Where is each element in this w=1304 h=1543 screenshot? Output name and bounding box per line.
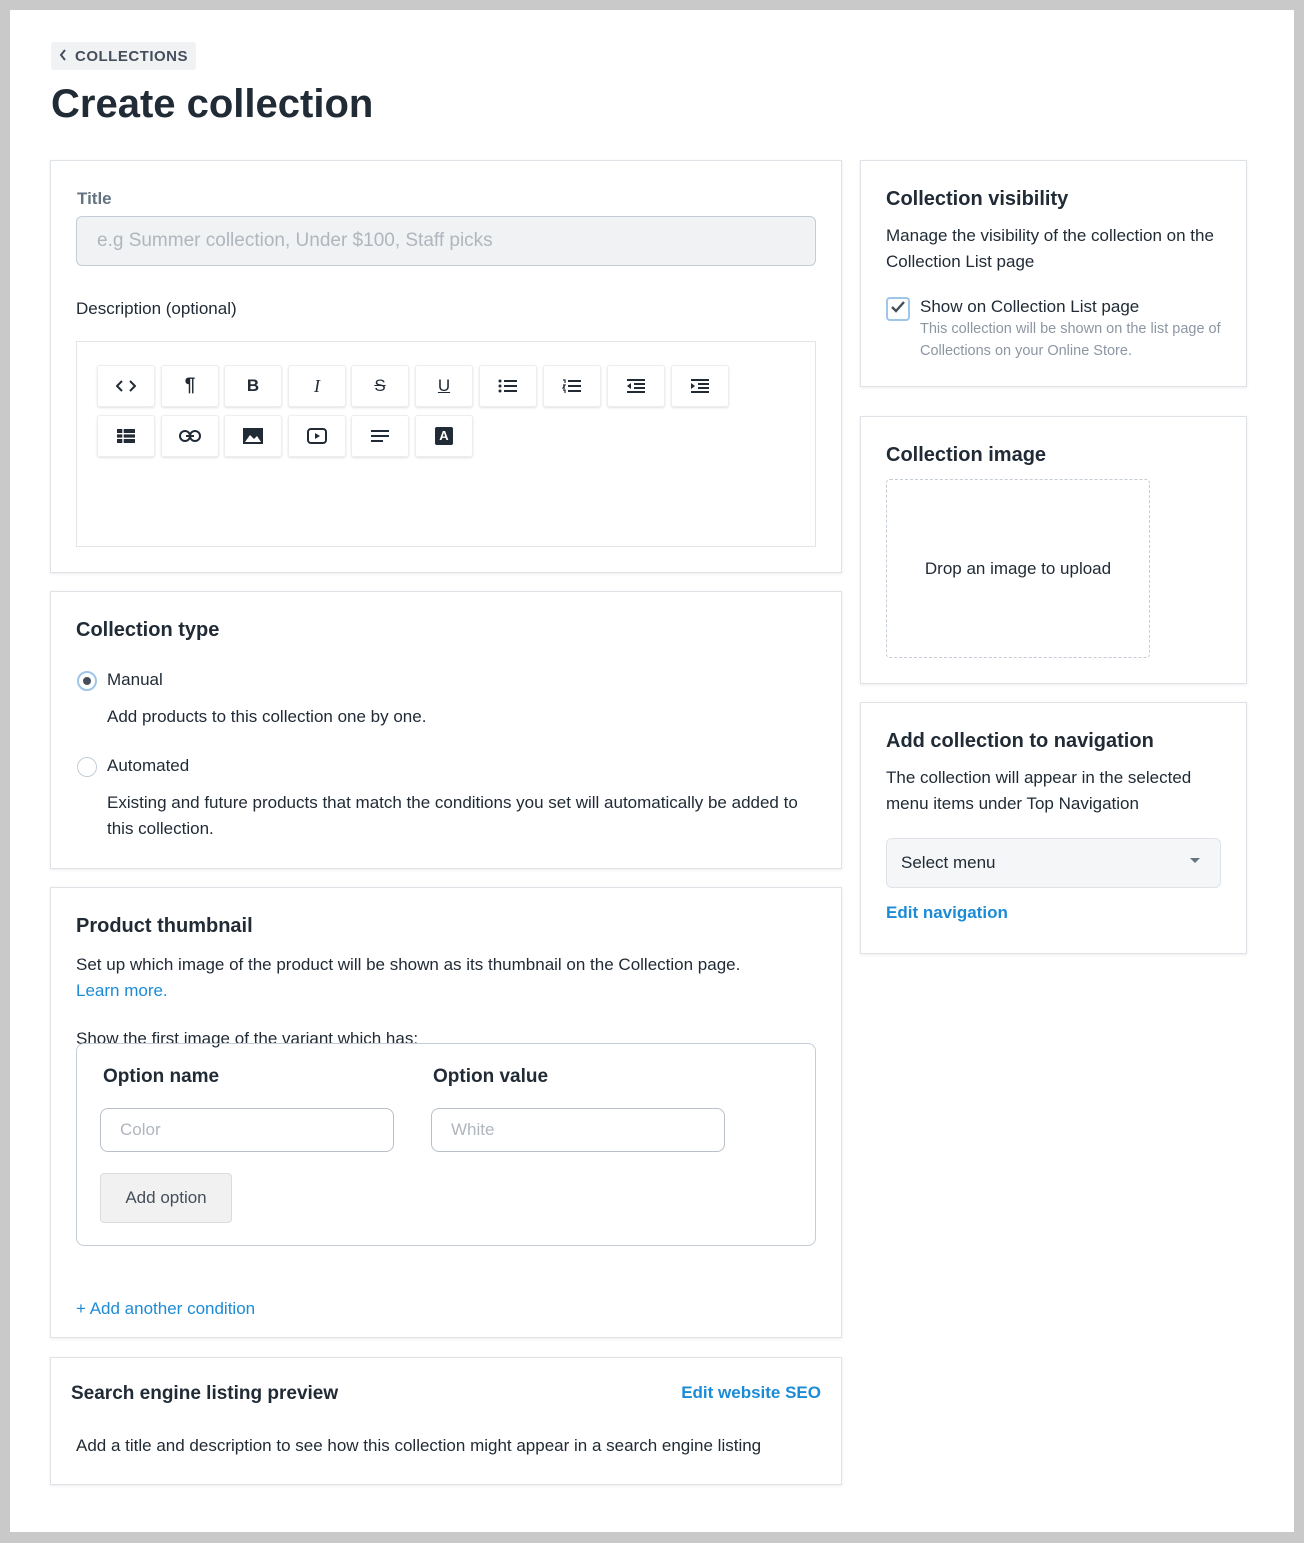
caret-down-icon bbox=[1190, 858, 1200, 863]
manual-description: Add products to this collection one by one. bbox=[107, 707, 427, 726]
product-thumbnail-description bbox=[76, 952, 816, 1004]
seo-description: Add a title and description to see how this collection might appear in a search engine listing bbox=[76, 1436, 762, 1455]
option-value-label: Option value bbox=[433, 1066, 549, 1087]
link-button[interactable] bbox=[161, 415, 219, 457]
menu-select[interactable] bbox=[886, 838, 1221, 888]
outdent-button[interactable] bbox=[607, 365, 665, 407]
automated-radio[interactable] bbox=[77, 757, 97, 777]
indent-button[interactable] bbox=[671, 365, 729, 407]
bold-button[interactable] bbox=[224, 365, 282, 407]
product-thumbnail-card bbox=[50, 887, 842, 1338]
automated-description: Existing and future products that match the conditions you set will automatically be added to this collection. bbox=[107, 793, 798, 838]
table-icon bbox=[117, 429, 135, 443]
bullet-list-button[interactable] bbox=[479, 365, 537, 407]
navigation-card bbox=[860, 702, 1247, 954]
bullet-list-icon bbox=[498, 379, 518, 393]
collection-type-card bbox=[50, 591, 842, 869]
thumbnail-description-text: Set up which image of the product will be shown as its thumbnail on the Collection page. bbox=[76, 955, 741, 974]
visibility-description: Manage the visibility of the collection on the Collection List page bbox=[886, 226, 1214, 271]
seo-card bbox=[50, 1357, 842, 1485]
page bbox=[10, 10, 1294, 1532]
outdent-icon bbox=[626, 379, 646, 393]
manual-label[interactable]: Manual bbox=[107, 670, 163, 689]
navigation-description: The collection will appear in the selected menu items under Top Navigation bbox=[886, 768, 1192, 813]
option-value-input[interactable] bbox=[431, 1108, 725, 1152]
automated-label[interactable]: Automated bbox=[107, 756, 190, 775]
paragraph-button[interactable] bbox=[161, 365, 219, 407]
chevron-left-icon bbox=[59, 48, 67, 65]
visibility-card bbox=[860, 160, 1247, 387]
option-name-label: Option name bbox=[103, 1066, 220, 1087]
show-on-list-label[interactable]: Show on Collection List page bbox=[920, 297, 1140, 316]
breadcrumb[interactable] bbox=[51, 42, 196, 70]
option-name-input[interactable] bbox=[100, 1108, 394, 1152]
video-button[interactable] bbox=[288, 415, 346, 457]
add-option-button[interactable]: Add option bbox=[100, 1173, 232, 1223]
collection-image-card bbox=[860, 416, 1247, 684]
option-condition-box bbox=[76, 1043, 816, 1246]
table-button[interactable] bbox=[97, 415, 155, 457]
italic-button[interactable] bbox=[288, 365, 346, 407]
show-on-list-checkbox[interactable] bbox=[886, 297, 910, 321]
edit-seo-link[interactable]: Edit website SEO bbox=[681, 1383, 821, 1402]
numbered-list-icon bbox=[562, 379, 582, 393]
text-color-icon: A bbox=[435, 427, 453, 445]
italic-icon: I bbox=[314, 375, 320, 396]
title-card bbox=[50, 160, 842, 573]
align-button[interactable] bbox=[351, 415, 409, 457]
code-view-button[interactable] bbox=[97, 365, 155, 407]
image-icon bbox=[243, 428, 263, 444]
menu-select-value: Select menu bbox=[901, 853, 996, 872]
strikethrough-icon: S bbox=[374, 376, 386, 395]
edit-navigation-link[interactable]: Edit navigation bbox=[886, 903, 1008, 922]
navigation-title: Add collection to navigation bbox=[886, 730, 1154, 752]
collection-type-title: Collection type bbox=[76, 619, 220, 641]
manual-radio[interactable] bbox=[77, 671, 97, 691]
checkmark-icon bbox=[890, 300, 906, 319]
underline-button[interactable] bbox=[415, 365, 473, 407]
image-button[interactable] bbox=[224, 415, 282, 457]
text-color-button[interactable] bbox=[415, 415, 473, 457]
title-input[interactable] bbox=[76, 216, 816, 266]
indent-icon bbox=[690, 379, 710, 393]
show-on-list-help: This collection will be shown on the list page of Collections on your Online Store. bbox=[920, 321, 1221, 359]
align-icon bbox=[370, 429, 390, 443]
paragraph-icon: ¶ bbox=[184, 375, 196, 396]
code-view-icon bbox=[116, 379, 136, 393]
add-condition-link[interactable]: + Add another condition bbox=[76, 1299, 256, 1318]
variant-label: Show the first image of the variant which has: bbox=[76, 1029, 419, 1048]
collection-image-title: Collection image bbox=[886, 444, 1047, 466]
product-thumbnail-title: Product thumbnail bbox=[76, 915, 253, 937]
video-icon bbox=[307, 428, 327, 444]
seo-title: Search engine listing preview bbox=[71, 1383, 339, 1404]
learn-more-link[interactable]: Learn more. bbox=[76, 981, 168, 1000]
dropzone-text: Drop an image to upload bbox=[924, 558, 1112, 578]
link-icon bbox=[179, 430, 201, 442]
image-dropzone[interactable] bbox=[886, 479, 1150, 658]
breadcrumb-label: COLLECTIONS bbox=[75, 47, 188, 65]
description-label: Description (optional) bbox=[76, 299, 237, 318]
page-title: Create collection bbox=[51, 82, 374, 126]
numbered-list-button[interactable] bbox=[543, 365, 601, 407]
description-editor[interactable] bbox=[76, 341, 816, 547]
strikethrough-button[interactable] bbox=[351, 365, 409, 407]
bold-icon: B bbox=[246, 376, 260, 395]
visibility-title: Collection visibility bbox=[886, 188, 1069, 210]
title-label: Title bbox=[77, 189, 112, 208]
underline-icon: U bbox=[437, 376, 451, 395]
